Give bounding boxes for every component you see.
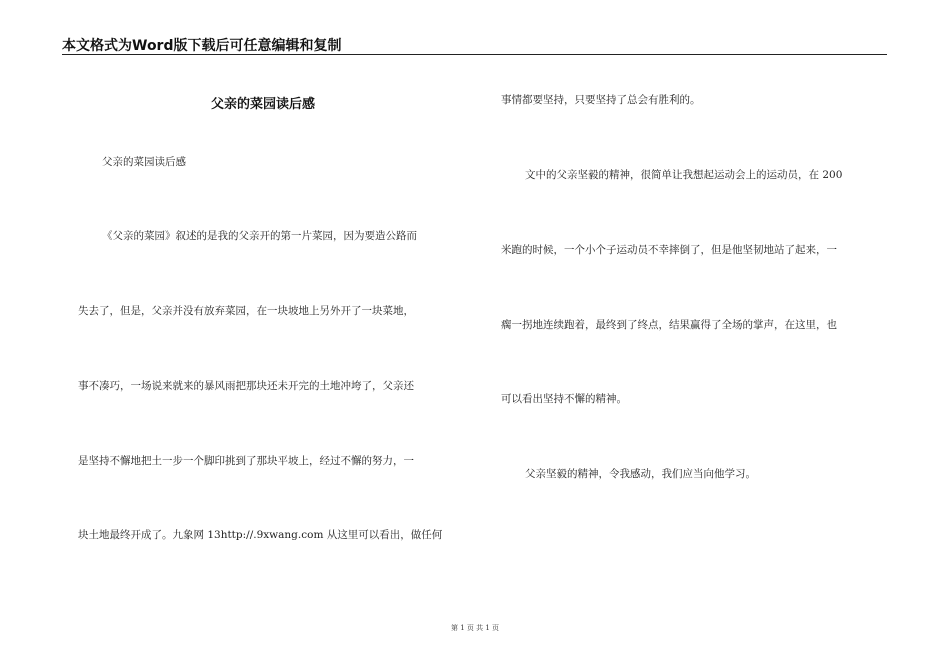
page-number: 第 1 页 共 1 页 <box>450 624 500 632</box>
header-text: 本文格式为Word版下载后可任意编辑和复制 <box>62 38 342 54</box>
paragraph-line: 失去了，但是，父亲并没有放弃菜园，在一块坡地上另外开了一块菜地， <box>78 305 414 317</box>
paragraph-line: 瘸一拐地连续跑着，最终到了终点，结果赢得了全场的掌声，在这里，也 <box>501 319 837 331</box>
page-header <box>62 33 887 55</box>
paragraph-line: 是坚持不懈地把土一步一个脚印挑到了那块平坡上，经过不懈的努力，一 <box>78 455 414 467</box>
paragraph-line: 父亲的菜园读后感 <box>102 156 186 168</box>
paragraph-line: 可以看出坚持不懈的精神。 <box>501 393 627 405</box>
document-title: 父亲的菜园读后感 <box>210 97 315 112</box>
paragraph-line: 《父亲的菜园》叙述的是我的父亲开的第一片菜园，因为要造公路而 <box>102 230 417 242</box>
paragraph-line: 事情都要坚持，只要坚持了总会有胜利的。 <box>501 94 701 106</box>
paragraph-line: 父亲坚毅的精神，令我感动，我们应当向他学习。 <box>525 468 756 480</box>
paragraph-line: 米跑的时候，一个小个子运动员不幸摔倒了，但是他坚韧地站了起来，一 <box>501 244 837 256</box>
paragraph-line: 块土地最终开成了。九象网 13http://.9xwang.com 从这里可以看出，做任何 <box>78 529 443 541</box>
paragraph-line: 事不凑巧，一场说来就来的暴风雨把那块还未开完的土地冲垮了，父亲还 <box>78 380 414 392</box>
paragraph-line: 文中的父亲坚毅的精神，很简单让我想起运动会上的运动员，在 200 <box>525 169 843 181</box>
